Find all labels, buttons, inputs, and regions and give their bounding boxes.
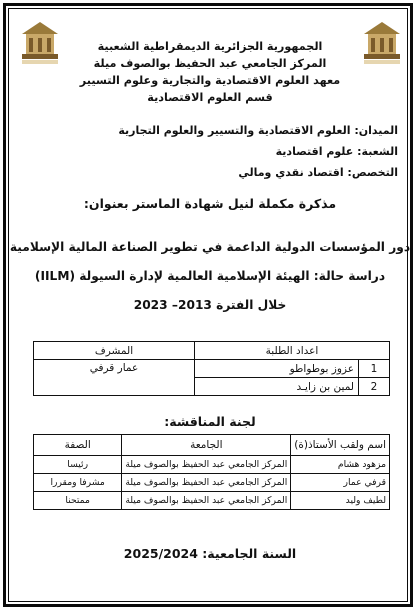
students-table [33,341,390,396]
academic-year: السنة الجامعية: 2025/2024 [123,546,297,561]
table-row [34,360,390,378]
specialty-label: التخصص: اقتصاد نقدي ومالي [238,166,398,179]
department-name: قسم العلوم الاقتصادية [147,91,273,104]
committee-header-university: الجامعة [122,435,291,456]
table-row [34,456,390,474]
committee-header-name: اسم ولقب الأستاذ(ة) [291,435,390,456]
students-table-header [34,342,390,360]
committee-member-name: مزهود هشام [291,456,390,474]
republic-name: الجمهورية الجزائرية الديمقراطية الشعبية [97,40,323,53]
thesis-title-line3: خلال الفترة 2013– 2023 [133,298,287,312]
committee-member-name: قرفي عمار [291,474,390,492]
program-info [118,120,398,183]
student-number: 2 [359,378,390,396]
committee-member-name: لطيف وليد [291,492,390,510]
university-center-name: المركز الجامعي عبد الحفيظ بوالصوف ميلة [93,57,327,70]
committee-header-role: الصفة [34,435,122,456]
committee-table [33,434,390,510]
students-header-cell: اعداد الطلبة [195,342,390,360]
table-row [34,492,390,510]
committee-member-role: ممتحنا [34,492,122,510]
student-name: لمين بن زايـد [195,378,359,396]
branch-label: الشعبة: علوم اقتصادية [275,145,398,158]
memo-label: مذكرة مكملة لنيل شهادة الماستر بعنوان: [83,196,337,211]
committee-member-university: المركز الجامعي عبد الحفيظ بوالصوف ميلة [122,474,291,492]
committee-member-university: المركز الجامعي عبد الحفيظ بوالصوف ميلة [122,492,291,510]
field-label: الميدان: العلوم الاقتصادية والتسيير والعلوم التجارية [118,124,398,137]
institution-header [0,38,420,106]
thesis-title-line1: دور المؤسسات الدولية الداعمة في تطوير الصناعة المالية الإسلامية [9,240,411,254]
committee-label: لجنة المناقشة: [164,414,256,429]
supervisor-name: عمار قرفي [34,360,195,396]
committee-member-role: رئيسا [34,456,122,474]
table-row [34,474,390,492]
supervisor-header-cell: المشرف [34,342,195,360]
thesis-title-line2: دراسة حالة: الهيئة الإسلامية العالمية لإدارة السيولة (IILM) [34,269,386,283]
committee-member-university: المركز الجامعي عبد الحفيظ بوالصوف ميلة [122,456,291,474]
institute-name: معهد العلوم الاقتصادية والتجارية وعلوم التسيير [79,74,341,87]
student-name: عزوز بوطواطو [195,360,359,378]
committee-member-role: مشرفا ومقررا [34,474,122,492]
committee-table-header [34,435,390,456]
student-number: 1 [359,360,390,378]
thesis-title [0,233,420,320]
